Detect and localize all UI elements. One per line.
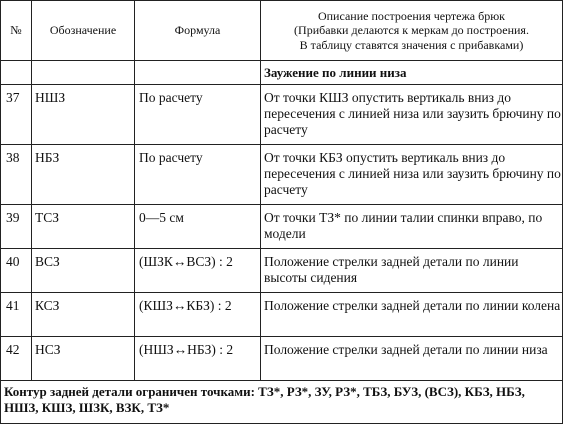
- section-title: Заужение по линии низа: [261, 61, 563, 85]
- table-row: [1, 205, 563, 249]
- row-formula: [135, 293, 261, 337]
- footer-row: [1, 381, 563, 424]
- section-empty-cell: [32, 61, 135, 85]
- header-formula: Формула: [135, 1, 261, 61]
- row-formula: [135, 249, 261, 293]
- row-description: Положение стрелки задней детали по линии колена: [261, 293, 563, 337]
- row-number: 38: [1, 145, 32, 205]
- row-formula-text: (ШЗК↔ВСЗ) : 2: [139, 254, 233, 269]
- row-designation: ТСЗ: [32, 205, 135, 249]
- table-row: [1, 293, 563, 337]
- row-designation: НСЗ: [32, 337, 135, 381]
- header-description-line-1: Описание построения чертежа брюк: [317, 8, 506, 23]
- contour-summary: Контур задней детали ограничен точками: ТЗ*, РЗ*, ЗУ, РЗ*, ТБЗ, БУЗ, (ВСЗ), КБЗ, НБЗ, НШЗ, КШЗ, ШЗК, ВЗК, ТЗ*: [1, 381, 563, 424]
- row-formula: По расчету: [135, 85, 261, 145]
- header-designation: Обозначение: [32, 1, 135, 61]
- row-description: Положение стрелки задней детали по линии высоты сидения: [261, 249, 563, 293]
- row-formula: По расчету: [135, 145, 261, 205]
- row-number: 39: [1, 205, 32, 249]
- row-designation: КСЗ: [32, 293, 135, 337]
- table-row: [1, 249, 563, 293]
- header-number: №: [1, 1, 32, 61]
- row-number: 41: [1, 293, 32, 337]
- table-row: [1, 337, 563, 381]
- row-designation: НШЗ: [32, 85, 135, 145]
- row-number: 37: [1, 85, 32, 145]
- row-formula: [135, 337, 261, 381]
- row-designation: ВСЗ: [32, 249, 135, 293]
- row-description: Положение стрелки задней детали по линии низа: [261, 337, 563, 381]
- table-row: [1, 145, 563, 205]
- row-formula-text: (КШЗ↔КБЗ) : 2: [139, 298, 232, 313]
- section-row: [1, 61, 563, 85]
- section-empty-cell: [1, 61, 32, 85]
- row-designation: НБЗ: [32, 145, 135, 205]
- row-number: 42: [1, 337, 32, 381]
- table-header-row: [1, 1, 563, 61]
- row-formula-text: (НШЗ↔НБЗ) : 2: [139, 342, 234, 357]
- row-number: 40: [1, 249, 32, 293]
- header-description-line-2: (Прибавки делаются к меркам до построения.: [294, 23, 529, 38]
- row-description: От точки ТЗ* по линии талии спинки вправо, по модели: [261, 205, 563, 249]
- row-description: От точки КБЗ опустить вертикаль вниз до пересечения с линией низа или заузить брючину по расчету: [261, 145, 563, 205]
- header-description-line-3: В таблицу ставятся значения с прибавками): [299, 37, 524, 52]
- header-description: [261, 1, 563, 61]
- table-row: [1, 85, 563, 145]
- section-empty-cell: [135, 61, 261, 85]
- row-description: От точки КШЗ опустить вертикаль вниз до пересечения с линией низа или заузить брючину по расчету: [261, 85, 563, 145]
- row-formula: 0—5 см: [135, 205, 261, 249]
